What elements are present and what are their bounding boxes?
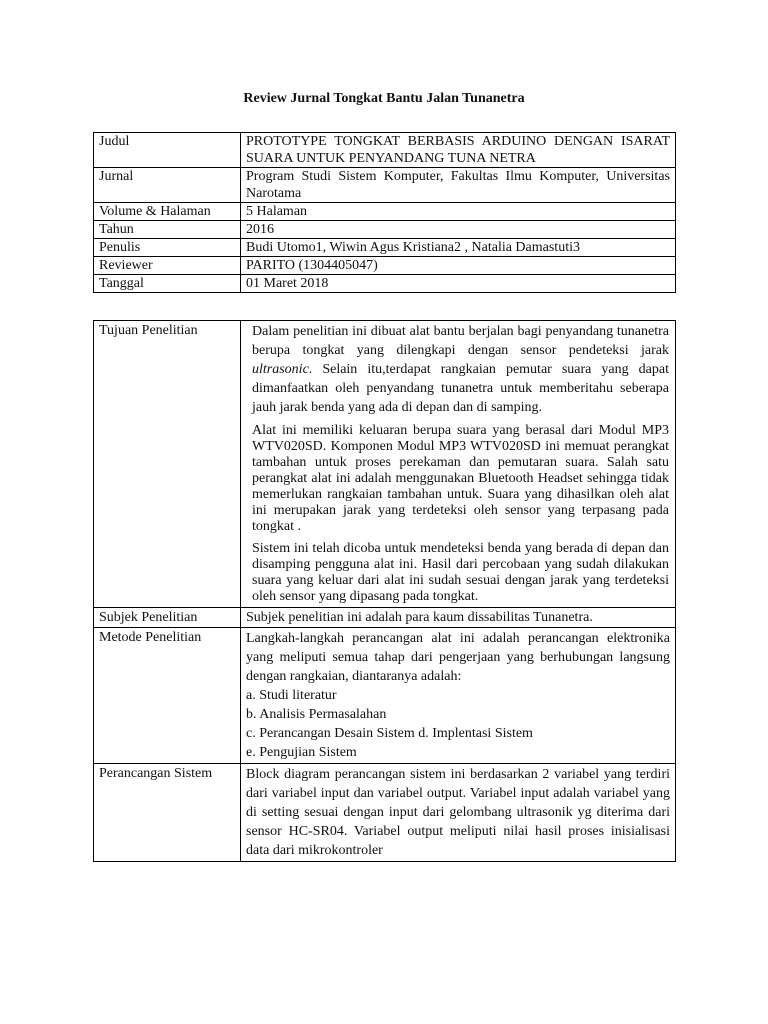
table-row bbox=[94, 608, 676, 628]
tujuan-paragraph-3: Sistem ini telah dicoba untuk mendeteksi benda yang berada di depan dan disamping pengguna alat ini. Hasil dari percobaan yang sudah dilakukan suara yang keluar dari alat ini sudah sesuai dengan jarak yang terdeteksi oleh sensor yang dipasang pada tongkat. bbox=[252, 541, 669, 604]
row-value-tahun: 2016 bbox=[241, 221, 676, 239]
table-row bbox=[94, 239, 676, 257]
perancangan-label: Perancangan Sistem bbox=[94, 764, 241, 862]
tujuan-p1-italic: ultrasonic bbox=[252, 362, 309, 377]
list-item: a. Studi literatur bbox=[246, 688, 337, 703]
metode-intro: Langkah-langkah perancangan alat ini adalah perancangan elektronika yang meliputi semua tahap dari pengerjaan yang berhubungan langsung dengan rangkaian, diantaranya adalah: bbox=[246, 631, 670, 684]
table-row bbox=[94, 275, 676, 293]
row-value-reviewer: PARITO (1304405047) bbox=[241, 257, 676, 275]
row-value-judul: PROTOTYPE TONGKAT BERBASIS ARDUINO DENGAN ISARAT SUARA UNTUK PENYANDANG TUNA NETRA bbox=[241, 133, 676, 168]
row-label-tanggal: Tanggal bbox=[94, 275, 241, 293]
row-value-penulis: Budi Utomo1, Wiwin Agus Kristiana2 , Natalia Damastuti3 bbox=[241, 239, 676, 257]
row-label-jurnal: Jurnal bbox=[94, 168, 241, 203]
list-item: e. Pengujian Sistem bbox=[246, 745, 357, 760]
subjek-value: Subjek penelitian ini adalah para kaum dissabilitas Tunanetra. bbox=[241, 608, 676, 628]
row-value-tanggal: 01 Maret 2018 bbox=[241, 275, 676, 293]
table-row bbox=[94, 221, 676, 239]
row-label-volume: Volume & Halaman bbox=[94, 203, 241, 221]
perancangan-content bbox=[241, 764, 676, 862]
journal-info-table bbox=[93, 132, 676, 293]
table-row bbox=[94, 133, 676, 168]
table-row bbox=[94, 168, 676, 203]
list-item: c. Perancangan Desain Sistem d. Implentasi Sistem bbox=[246, 726, 533, 741]
row-value-volume: 5 Halaman bbox=[241, 203, 676, 221]
tujuan-paragraph-1 bbox=[252, 322, 669, 417]
table-row bbox=[94, 321, 676, 608]
row-value-jurnal: Program Studi Sistem Komputer, Fakultas Ilmu Komputer, Universitas Narotama bbox=[241, 168, 676, 203]
row-label-penulis: Penulis bbox=[94, 239, 241, 257]
review-table bbox=[93, 320, 676, 862]
perancangan-paragraph: Block diagram perancangan sistem ini berdasarkan 2 variabel yang terdiri dari variabel input dan variabel output. Variabel input adalah variabel yang di setting sesuai dengan input dari gelombang ultrasonik yg diterima dari sensor HC-SR04. Variabel output meliputi nilai hasil proses inisialisasi data dari mikrokontroler bbox=[246, 767, 670, 858]
subjek-label: Subjek Penelitian bbox=[94, 608, 241, 628]
table-row bbox=[94, 628, 676, 764]
metode-content bbox=[241, 628, 676, 764]
document-title: Review Jurnal Tongkat Bantu Jalan Tunanetra bbox=[243, 91, 525, 106]
tujuan-p1-text-end: . Selain itu,terdapat rangkaian pemutar suara yang dapat dimanfaatkan oleh penyandang tunanetra untuk memberitahu seberapa jauh jarak benda yang ada di depan dan di samping. bbox=[252, 362, 669, 415]
table-row bbox=[94, 257, 676, 275]
table-row bbox=[94, 203, 676, 221]
tujuan-p1-text: Dalam penelitian ini dibuat alat bantu berjalan bagi penyandang tunanetra berupa tongkat yang dilengkapi dengan sensor pendeteksi jarak bbox=[252, 324, 669, 358]
metode-label: Metode Penelitian bbox=[94, 628, 241, 764]
tujuan-paragraph-2: Alat ini memiliki keluaran berupa suara yang berasal dari Modul MP3 WTV020SD. Komponen Modul MP3 WTV020SD ini memuat perangkat tambahan untuk proses perekaman dan pemutaran suara. Salah satu perangkat alat ini adalah menggunakan Bluetooth Headset sehingga tidak memerlukan rangkaian tambahan untuk. Suara yang dihasilkan oleh alat ini merupakan jarak yang terdeteksi oleh sensor yang terpasang pada tongkat . bbox=[252, 423, 669, 534]
table-row bbox=[94, 764, 676, 862]
row-label-tahun: Tahun bbox=[94, 221, 241, 239]
list-item: b. Analisis Permasalahan bbox=[246, 707, 387, 722]
row-label-reviewer: Reviewer bbox=[94, 257, 241, 275]
tujuan-content bbox=[241, 321, 676, 608]
tujuan-label: Tujuan Penelitian bbox=[94, 321, 241, 608]
row-label-judul: Judul bbox=[94, 133, 241, 168]
